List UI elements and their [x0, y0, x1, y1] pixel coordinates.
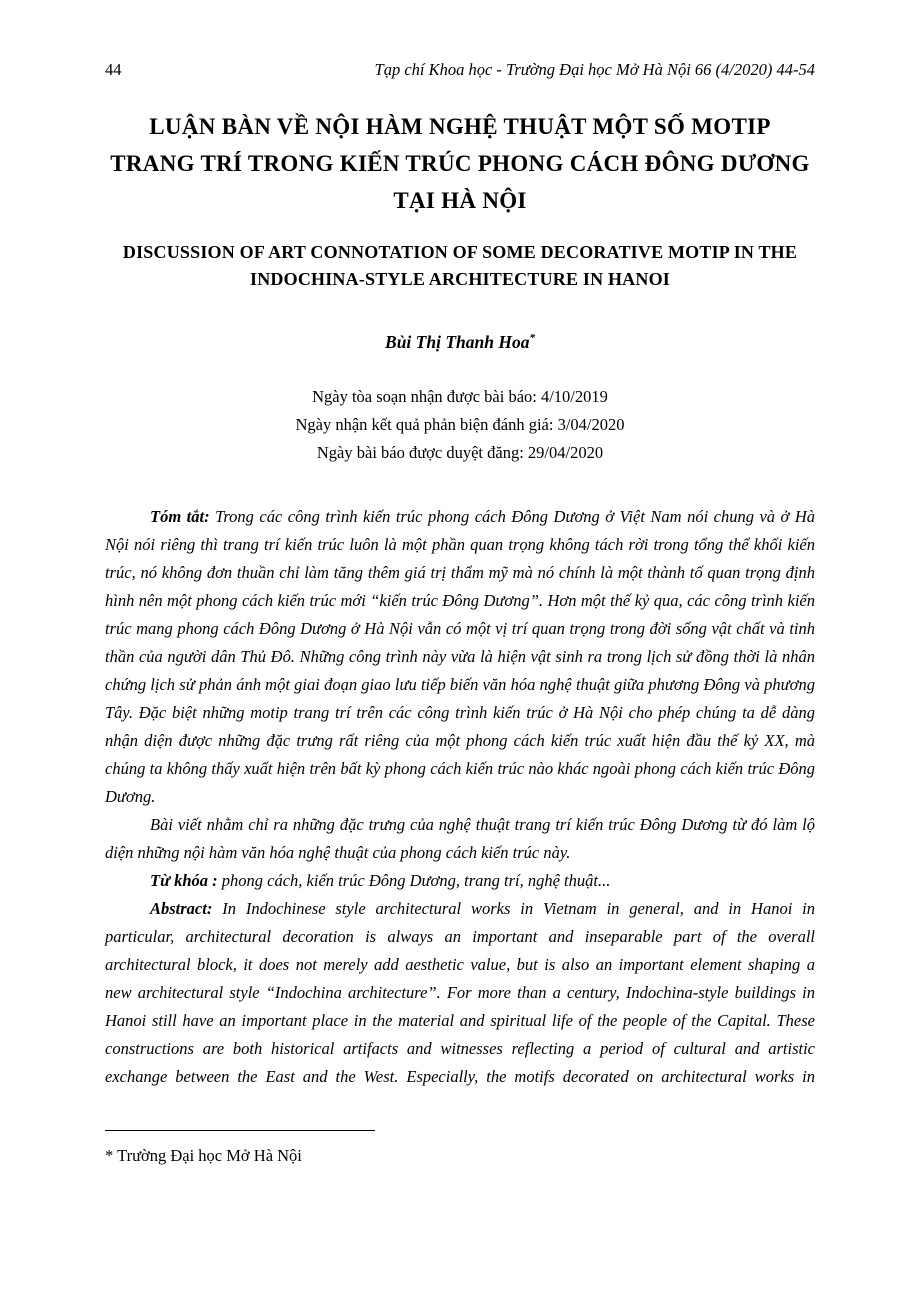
article-dates [105, 383, 815, 467]
keywords-text: phong cách, kiến trúc Đông Dương, trang trí, nghệ thuật... [221, 870, 611, 890]
author-name: Bùi Thị Thanh Hoa [385, 331, 530, 352]
author-line [105, 327, 815, 353]
date-review-result: Ngày nhận kết quả phản biện đánh giá: 3/04/2020 [295, 414, 625, 434]
abstract-en-label: Abstract: [150, 898, 213, 918]
keywords-line [105, 867, 815, 895]
footnote [105, 1130, 375, 1166]
abstract-vi-paragraph-2: Bài viết nhằm chỉ ra những đặc trưng của nghệ thuật trang trí kiến trúc Đông Dương từ đó làm lộ diện những nội hàm văn hóa nghệ thuật của phong cách kiến trúc này. [105, 814, 815, 862]
abstract-vi-text-1: Trong các công trình kiến trúc phong cách Đông Dương ở Việt Nam nói chung và ở Hà Nội nói riêng thì trang trí kiến trúc luôn là một phần quan trọng không tách rời trong tổng thể khối kiến trúc, nó không đơn thuần chỉ làm tăng thêm giá trị thẩm mỹ mà nó chính là một thành tố quan trọng định hình nên một phong cách kiến trúc mới “kiến trúc Đông Dương”. Hơn một thế kỷ qua, các công trình kiến trúc mang phong cách Đông Dương ở Hà Nội vẫn có một vị trí quan trọng trong đời sống vật chất và tinh thần của người dân Thủ Đô. Những công trình này vừa là hiện vật sinh ra trong lịch sử đồng thời là nhân chứng lịch sử phản ánh một giai đoạn giao lưu tiếp biến văn hóa nghệ thuật giữa phương Đông và phương Tây. Đặc biệt những motip trang trí trên các công trình kiến trúc ở Hà Nội cho phép chúng ta dễ dàng nhận diện được những đặc trưng rất riêng của một phong cách kiến trúc xuất hiện đầu thế kỷ XX, mà chúng ta không thấy xuất hiện trên bất kỳ phong cách kiến trúc nào khác ngoài phong cách kiến trúc Đông Dương. [105, 506, 815, 806]
author-affiliation-marker: * [529, 332, 535, 344]
keywords-label: Từ khóa : [150, 870, 218, 890]
article-title-english: DISCUSSION OF ART CONNOTATION OF SOME DECORATIVE MOTIP IN THE INDOCHINA-STYLE ARCHITECTURE IN HANOI [122, 242, 798, 289]
date-received: Ngày tòa soạn nhận được bài báo: 4/10/2019 [312, 386, 608, 406]
page-number: 44 [105, 60, 122, 79]
footnote-divider [105, 1130, 375, 1131]
article-title-vietnamese: LUẬN BÀN VỀ NỘI HÀM NGHỆ THUẬT MỘT SỐ MOTIP TRANG TRÍ TRONG KIẾN TRÚC PHONG CÁCH ĐÔNG DƯƠNG TẠI HÀ NỘI [110, 114, 810, 213]
abstract-vi-label: Tóm tắt: [150, 506, 210, 526]
running-head [105, 60, 815, 80]
abstract-en-paragraph [105, 895, 815, 1091]
date-accepted: Ngày bài báo được duyệt đăng: 29/04/2020 [316, 442, 604, 462]
abstract-section [105, 503, 815, 1091]
abstract-vi-paragraph-1 [105, 503, 815, 811]
footnote-text: * Trường Đại học Mở Hà Nội [105, 1146, 302, 1165]
abstract-en-text: In Indochinese style architectural works in Vietnam in general, and in Hanoi in particular, architectural decoration is always an important and inseparable part of the overall architectural block, it does not merely add aesthetic value, but is also an important element shaping a new architectural style “Indochina architecture”. For more than a century, Indochina-style buildings in Hanoi still have an important place in the material and spiritual life of the people of the Capital. These constructions are both historical artifacts and witnesses reflecting a period of cultural and artistic exchange between the East and the West. Especially, the motifs decorated on architectural works in [105, 898, 815, 1086]
journal-header: Tạp chí Khoa học - Trường Đại học Mở Hà Nội 66 (4/2020) 44-54 [374, 60, 815, 79]
